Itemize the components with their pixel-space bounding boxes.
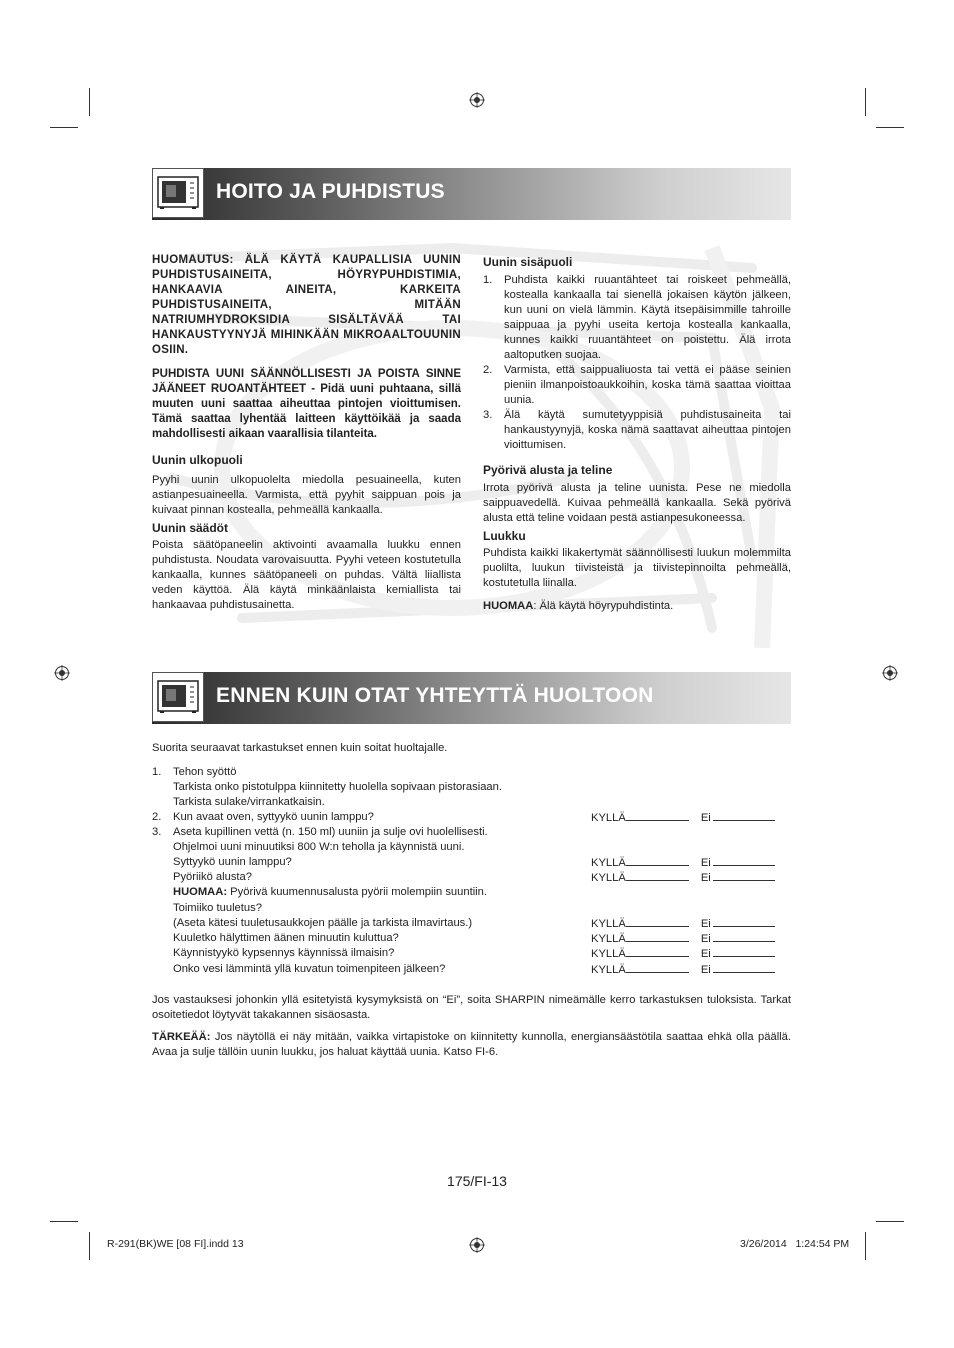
crop-mark bbox=[89, 1232, 90, 1260]
section-title: ENNEN KUIN OTAT YHTEYTTÄ HUOLTOON bbox=[216, 684, 654, 707]
check-row: Tarkista onko pistotulppa kiinnitetty huolella sopivaan pistorasiaan. bbox=[173, 781, 502, 793]
care-right-column bbox=[483, 255, 791, 614]
check-row: Ohjelmoi uuni minuutiksi 800 W:n teholla ja käynnistä uuni. bbox=[173, 841, 465, 853]
cleaning-intro: PUHDISTA UUNI SÄÄNNÖLLISESTI JA POISTA SINNE JÄÄNEET RUOANTÄHTEET - Pidä uuni puhtaana, sillä muuten uuni saattaa aiheuttaa pintojen vioittumisen. Tämä saattaa lyhentää laitteen käyttöikää ja saada mahdollisesti aikaan vaarallisia tilanteita. bbox=[152, 368, 461, 440]
service-intro: Suorita seuraavat tarkastukset ennen kuin soitat huoltajalle. bbox=[152, 742, 448, 754]
yes-no-field[interactable]: KYLLÄ Ei bbox=[591, 931, 775, 945]
yes-no-field[interactable]: KYLLÄ Ei bbox=[591, 855, 775, 869]
check-row: 1. Tehon syöttö bbox=[152, 766, 237, 778]
yes-no-field[interactable]: KYLLÄ Ei bbox=[591, 916, 775, 930]
check-row: Käynnistyykö kypsennys käynnissä ilmaisin? bbox=[173, 947, 395, 959]
yes-no-field[interactable]: KYLLÄ Ei bbox=[591, 870, 775, 884]
door-note bbox=[483, 599, 791, 614]
checklist bbox=[152, 765, 791, 980]
list-item bbox=[483, 273, 791, 363]
section-banner-service bbox=[152, 672, 791, 724]
list-number: 2. bbox=[483, 364, 493, 376]
important-text: Jos näytöllä ei näy mitään, vaikka virtapistoke on kiinnitetty kunnolla, energiansäästötila saattaa ehkä olla päällä. Avaa ja sulje tällöin uunin luukku, jos haluat käyttää uunia. Katso FI-6. bbox=[152, 1031, 791, 1058]
check-row: Syttyykö uunin lamppu? bbox=[173, 856, 292, 868]
page-number: 175/FI-13 bbox=[447, 1173, 507, 1189]
door-text: Puhdista kaikki likakertymät säännöllisesti luukun molemmilta puolilta, luukun tiivisteistä ja tiivistepinnoilta pehmeällä, kostutetulla liinalla. bbox=[483, 547, 791, 589]
microwave-icon bbox=[152, 168, 204, 218]
crop-mark bbox=[865, 1232, 866, 1260]
list-text: Puhdista kaikki ruuantähteet tai roiskeet pehmeällä, kostealla kankaalla tai sienellä jokaisen käytön jälkeen, kun uuni on vielä lämmin. Käytä itsepäisimmille tahroille saippuaa ja pyyhi useita kertoja kostealla kankaalla, kunnes kaikki ruuantähteet on poistettu. Älä irrota aaltoputken suojaa. bbox=[504, 274, 791, 361]
warning-text: HUOMAUTUS: ÄLÄ KÄYTÄ KAUPALLISIA UUNIN PUHDISTUSAINEITA, HÖYRYPUHDISTIMIA, HANKAAVIA AINEITA, KARKEITA PUHDISTUSAINEITA, MITÄÄN NATRIUMHYDROKSIDIA SISÄLTÄVÄÄ TAI HANKAUSTYYNYJÄ MIHINKÄÄN MIKROAALTOUUNIN OSIIN. bbox=[152, 254, 461, 356]
turntable-heading: Pyörivä alusta ja teline bbox=[483, 463, 613, 477]
registration-mark-icon bbox=[469, 1237, 485, 1253]
service-notes bbox=[152, 993, 791, 1060]
important-label: TÄRKEÄÄ: bbox=[152, 1031, 211, 1043]
section-title: HOITO JA PUHDISTUS bbox=[216, 180, 445, 203]
note-text: : Älä käytä höyrypuhdistinta. bbox=[533, 600, 674, 612]
door-heading: Luukku bbox=[483, 529, 526, 543]
crop-mark bbox=[876, 1221, 904, 1222]
exterior-heading: Uunin ulkopuoli bbox=[152, 453, 243, 467]
yes-no-field[interactable]: KYLLÄ Ei bbox=[591, 962, 775, 976]
list-text: Varmista, että saippualiuosta tai vettä ei pääse seinien pieniin ilmanpoistoaukkoihin, koska tämä saattaa vioittaa uunia. bbox=[504, 364, 791, 406]
list-number: 1. bbox=[483, 274, 493, 286]
controls-heading: Uunin säädöt bbox=[152, 521, 229, 535]
footer-file-name: R-291(BK)WE [08 FI].indd 13 bbox=[107, 1238, 244, 1250]
registration-mark-icon bbox=[54, 665, 70, 681]
crop-mark bbox=[89, 88, 90, 116]
crop-mark bbox=[50, 1221, 78, 1222]
yes-no-field[interactable]: KYLLÄ Ei bbox=[591, 810, 775, 824]
registration-mark-icon bbox=[882, 665, 898, 681]
crop-mark bbox=[865, 88, 866, 116]
footer-date: 3/26/2014 1:24:54 PM bbox=[740, 1238, 850, 1250]
no-answer-paragraph: Jos vastauksesi johonkin yllä esitetyistä kysymyksistä on “Ei”, soita SHARPIN nimeämälle kerro tarkastuksen tuloksista. Tarkat osoitetiedot löytyvät takakannen sisäosasta. bbox=[152, 994, 791, 1021]
check-row: HUOMAA: Pyörivä kuumennusalusta pyörii molempiin suuntiin. bbox=[173, 886, 488, 898]
crop-mark bbox=[50, 127, 78, 128]
list-item bbox=[483, 363, 791, 408]
note-label: HUOMAA bbox=[483, 600, 534, 612]
check-row: Pyöriikö alusta? bbox=[173, 871, 252, 883]
check-row: Onko vesi lämmintä yllä kuvatun toimenpiteen jälkeen? bbox=[173, 963, 446, 975]
interior-list bbox=[483, 273, 791, 453]
check-row: 2. Kun avaat oven, syttyykö uunin lamppu? bbox=[152, 811, 374, 823]
important-paragraph bbox=[152, 1030, 791, 1060]
check-row: 3. Aseta kupillinen vettä (n. 150 ml) uuniin ja sulje ovi huolellisesti. bbox=[152, 826, 488, 838]
exterior-text: Pyyhi uunin ulkopuolelta miedolla pesuaineella, kuten astianpesuaineella. Varmista, että pyyhit saippuan pois ja kuivaat pinnan kostealla, pehmeällä kankaalla. bbox=[152, 474, 461, 516]
list-text: Älä käytä sumutetyyppisiä puhdistusaineita tai hankaustyynyjä, koska nämä saattavat aiheuttaa pintojen vioittumisen. bbox=[504, 409, 791, 451]
yes-no-field[interactable]: KYLLÄ Ei bbox=[591, 946, 775, 960]
check-row: Kuuletko hälyttimen äänen minuutin kuluttua? bbox=[173, 932, 399, 944]
section-banner-care bbox=[152, 168, 791, 220]
list-number: 3. bbox=[483, 409, 493, 421]
turntable-text: Irrota pyörivä alusta ja teline uunista. Pese ne miedolla saippuavedellä. Kuivaa pehmeällä kankaalla. Sekä pyörivä alusta että teline voidaan pestä astianpesukoneessa. bbox=[483, 482, 791, 524]
interior-heading: Uunin sisäpuoli bbox=[483, 255, 573, 269]
controls-text: Poista säätöpaneelin aktivointi avaamalla luukku ennen puhdistusta. Noudata varovaisuutta. Pyyhi veteen kostutetulla kankaalla, kunnes säätöpaneeli on puhdas. Vältä liiallista veden käyttöä. Älä käytä minkäänlaista kemiallista tai hankaavaa puhdistusainetta. bbox=[152, 539, 461, 611]
registration-mark-icon bbox=[469, 92, 485, 108]
list-item bbox=[483, 408, 791, 453]
check-row: Toimiiko tuuletus? bbox=[173, 902, 262, 914]
crop-mark bbox=[876, 127, 904, 128]
care-left-column bbox=[152, 253, 461, 613]
microwave-icon bbox=[152, 672, 204, 722]
check-row: Tarkista sulake/virrankatkaisin. bbox=[173, 796, 325, 808]
check-row: (Aseta kätesi tuuletusaukkojen päälle ja tarkista ilmavirtaus.) bbox=[173, 917, 473, 929]
